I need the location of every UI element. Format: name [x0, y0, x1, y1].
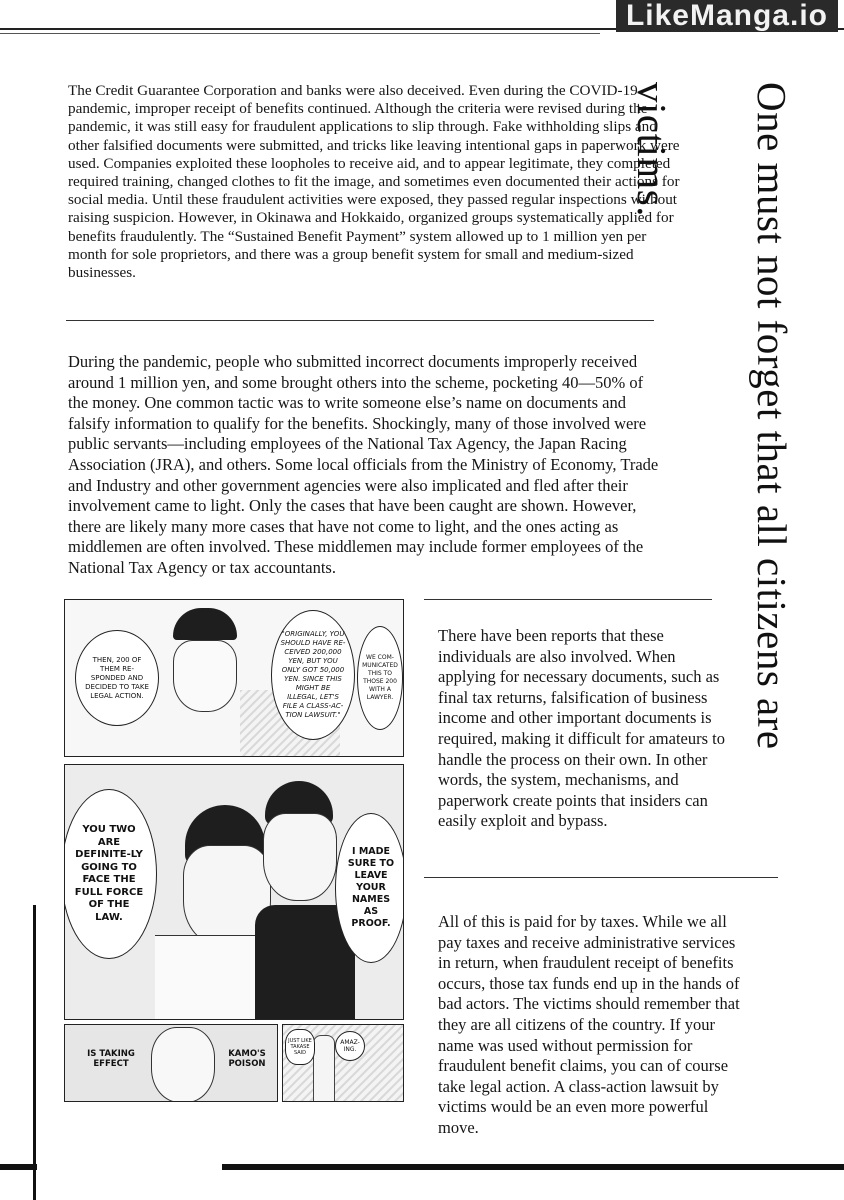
section-divider — [66, 320, 654, 321]
speech-bubble-left: THEN, 200 OF THEM RE-SPONDED AND DECIDED TO TAKE LEGAL ACTION. — [75, 630, 159, 726]
vertical-title: One must not forget that all citizens are victims. — [629, 82, 795, 750]
manga-panel-middle — [64, 764, 404, 1020]
divider-right-middle — [424, 877, 778, 878]
manga-panel-bottom-right — [282, 1024, 404, 1102]
paragraph-credit-guarantee: The Credit Guarantee Corporation and banks were also deceived. Even during the COVID-19 pandemic, improper receipt of benefits continued. Although the criteria were revised during the pandemic, it was still easy for fraudulent applications to slip through. Fake withholding slips and other falsified documents were submitted, and tricks like leaving intentional gaps in paperwork were used. Companies exploited these loopholes to receive aid, and to appear legitimate, they completed required training, changed clothes to fit the image, and sometimes even documented their actions for social media. Until these fraudulent activities were exposed, they passed regular inspections without raising suspicion. However, in Okinawa and Hokkaido, organized groups systematically applied for benefits fraudulently. The “Sustained Benefit Payment” system allowed up to 1 million yen per month for sole proprietors, and there was a group benefit system for small and medium-sized businesses. — [68, 82, 680, 282]
speech-bubble-right: WE COM-MUNICATED THIS TO THOSE 200 WITH A LAWYER. — [357, 626, 403, 730]
top-rule-thin — [0, 33, 600, 34]
manga-panel-bottom-left — [64, 1024, 278, 1102]
bottom-rule-gap — [37, 1164, 222, 1170]
left-margin-bar — [33, 905, 36, 1200]
paragraph-pandemic-fraud: During the pandemic, people who submitted incorrect documents improperly received around 1 million yen, and some brought others into the scheme, pocketing 40—50% of the money. One common tactic was to write someone else’s name on documents and falsify information to qualify for the benefits. Shockingly, many of those involved were public servants—including employees of the National Tax Agency, the Japan Racing Association (JRA), and others. Some local officials from the Ministry of Economy, Trade and Industry and other government agencies were also implicated and fled after their involvement came to light. Only the cases that have been caught are shown. However, there are likely many more cases that have not come to light, and the ones acting as middlemen are often involved. These middlemen may include former employees of the National Tax Agency or tax accountants. — [68, 352, 659, 577]
speech-bubble-middle: "ORIGINALLY, YOU SHOULD HAVE RE-CEIVED 200,000 YEN, BUT YOU ONLY GOT 50,000 YEN. SINCE THIS MIGHT BE ILLEGAL, LET'S FILE A CLASS-AC-TION LAWSUIT." — [271, 610, 355, 740]
character-hair — [173, 608, 237, 640]
divider-right-top — [424, 599, 712, 600]
small-bubble-takase: JUST LIKE TAKASE SAID — [285, 1029, 315, 1065]
caption-kamos-poison: KAMO'S POISON — [228, 1049, 266, 1069]
character-face-right — [263, 813, 337, 901]
paragraph-insiders: There have been reports that these individuals are also involved. When applying for necessary documents, such as final tax returns, falsification of business income and other important documents is required, making it difficult for amateurs to handle the process on their own. In other words, the system, mechanisms, and paperwork create points that insiders can easily exploit and bypass. — [438, 626, 725, 831]
character-figure — [313, 1035, 335, 1102]
site-watermark: LikeManga.io — [616, 0, 838, 32]
character-face-woman — [151, 1027, 215, 1102]
small-bubble-amazing: AMAZ-ING. — [335, 1031, 365, 1061]
speech-bubble-proof: I MADE SURE TO LEAVE YOUR NAMES AS PROOF. — [335, 813, 404, 963]
speech-bubble-threat: YOU TWO ARE DEFINITE-LY GOING TO FACE THE FULL FORCE OF THE LAW. — [64, 789, 157, 959]
character-face — [173, 640, 237, 712]
caption-taking-effect: IS TAKING EFFECT — [87, 1049, 135, 1069]
manga-panel-top — [64, 599, 404, 757]
paragraph-taxes: All of this is paid for by taxes. While we all pay taxes and receive administrative services in return, when fraudulent receipt of benefits occurs, those tax funds end up in the hands of bad actors. The victims should remember that they are all citizens of the country. If your name was used without permission for fraudulent benefit claims, you can of course take legal action. A class-action lawsuit by victims would be an even more powerful move. — [438, 912, 740, 1137]
